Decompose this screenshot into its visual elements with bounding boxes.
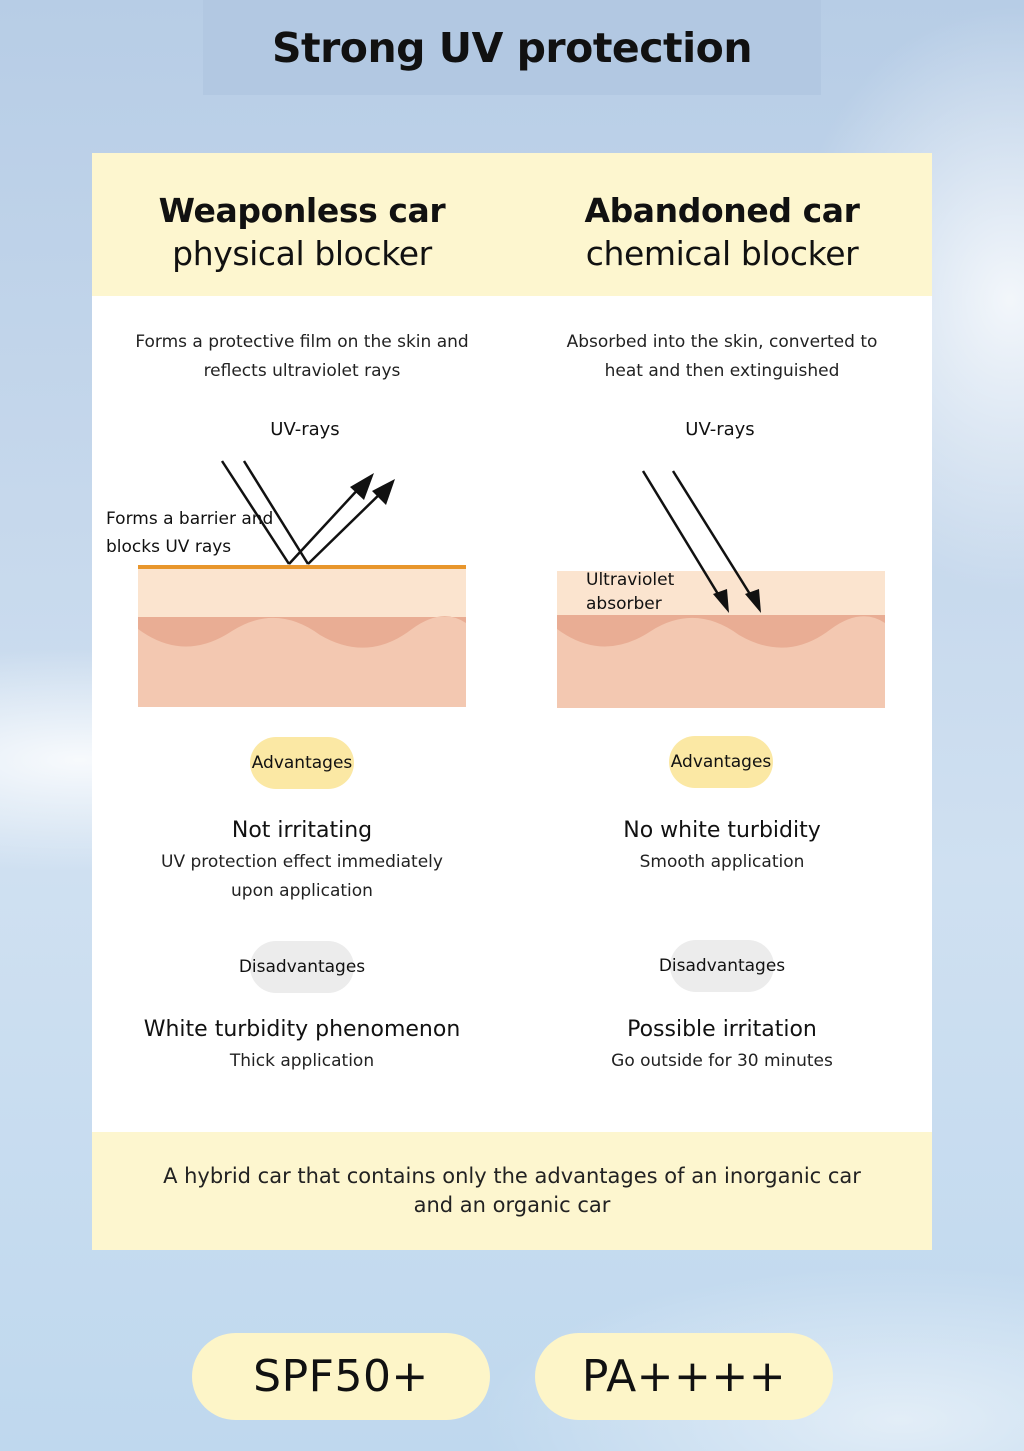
physical-blocker-title xyxy=(92,189,512,275)
physical-uv-label: UV-rays xyxy=(270,419,340,440)
absorber-note: Ultraviolet absorber xyxy=(586,570,675,614)
spf-badge: SPF50+ xyxy=(192,1333,490,1420)
chemical-uv-label: UV-rays xyxy=(685,419,755,440)
physical-title-bold: Weaponless car xyxy=(158,191,446,230)
chemical-disadvantages-badge: Disadvantages xyxy=(670,940,774,992)
chemical-disadvantage-text: Go outside for 30 minutes xyxy=(611,1051,833,1071)
physical-disadvantages-badge: Disadvantages xyxy=(250,941,354,993)
physical-advantage-text: UV protection effect immediately upon application xyxy=(161,852,443,901)
chemical-title-regular: chemical blocker xyxy=(585,234,859,273)
chemical-blocker-title xyxy=(512,189,932,275)
physical-disadvantage-text: Thick application xyxy=(229,1051,375,1071)
page-title: Strong UV protection xyxy=(271,23,753,72)
chemical-disadvantage-title: Possible irritation xyxy=(627,1017,817,1042)
physical-blocker-diagram xyxy=(136,453,472,715)
hybrid-summary-band xyxy=(92,1132,932,1250)
physical-disadvantage-title: White turbidity phenomenon xyxy=(143,1017,461,1042)
comparison-card xyxy=(92,153,932,1250)
barrier-note: Forms a barrier and blocks UV rays xyxy=(106,509,274,557)
title-band xyxy=(203,0,821,95)
chemical-advantages-badge: Advantages xyxy=(669,736,773,788)
physical-advantage-title: Not irritating xyxy=(231,818,373,843)
pa-badge: PA++++ xyxy=(535,1333,833,1420)
chemical-description: Absorbed into the skin, converted to heat and then extinguished xyxy=(566,332,878,381)
physical-description: Forms a protective film on the skin and reflects ultraviolet rays xyxy=(135,332,469,381)
chemical-title-bold: Abandoned car xyxy=(584,191,860,230)
chemical-advantage-text: Smooth application xyxy=(639,852,805,872)
physical-title-regular: physical blocker xyxy=(172,234,432,273)
chemical-advantage-title: No white turbidity xyxy=(623,818,821,843)
physical-advantages-badge: Advantages xyxy=(250,737,354,789)
hybrid-summary-text: A hybrid car that contains only the advantages of an inorganic car and an organic car xyxy=(163,1164,861,1217)
